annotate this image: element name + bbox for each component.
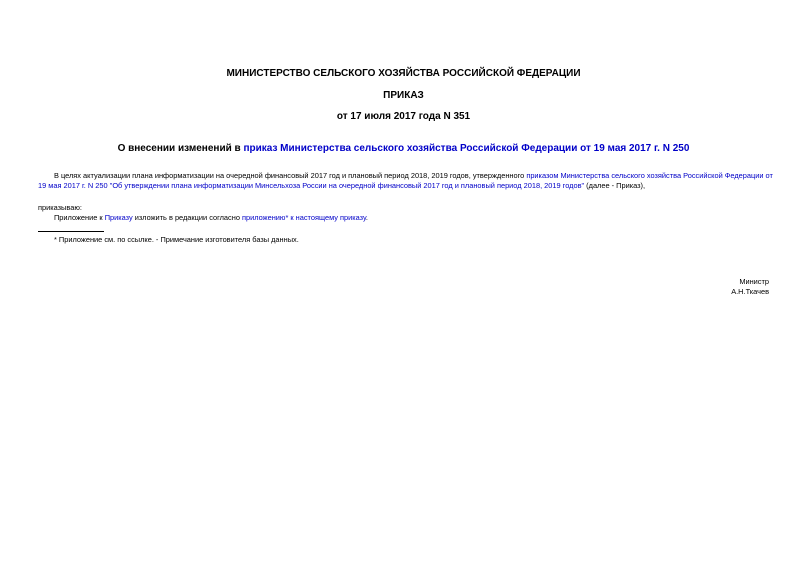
order-verb: приказываю: (38, 203, 82, 212)
clause-text-1: Приложение к (54, 213, 105, 222)
subject-prefix: О внесении изменений в (117, 143, 244, 154)
clause-text-3: . (365, 213, 368, 222)
order-date: от 17 июля 2017 года N 351 (336, 111, 471, 122)
preamble-text-start: В целях актуализации плана информатизации на очередной финансовый 2017 год и плановый период 2018, 2019 годов, утвержденного (54, 171, 527, 180)
clause-text-2: изложить в редакции согласно (132, 213, 242, 222)
order-heading: ПРИКАЗ (383, 90, 424, 101)
preamble-paragraph (38, 171, 773, 191)
preamble-text-end: (далее - Приказ), (584, 181, 646, 190)
subject-order-link[interactable]: приказ Министерства сельского хозяйства Российской Федерации от 19 мая 2017 г. N 250 (243, 143, 690, 154)
preamble-order-link[interactable]: приказом Министерства сельского хозяйства Российской Федерации от 19 мая 2017 г. N 250 "Об утверждении плана информатизации Минсельхоза России на очередной финансовый 2017 год и плановый период 2018, 2019 годов" (38, 171, 773, 190)
signatory-position: Министр (739, 277, 769, 286)
clause-appendix-link[interactable]: приложению* к настоящему приказу (241, 213, 366, 222)
footnote-divider (38, 231, 104, 232)
order-subject (0, 143, 807, 155)
footnote: * Приложение см. по ссылке. - Примечание изготовителя базы данных. (54, 235, 299, 244)
signatory-name: А.Н.Ткачев (731, 287, 769, 296)
ministry-heading: МИНИСТЕРСТВО СЕЛЬСКОГО ХОЗЯЙСТВА РОССИЙСКОЙ ФЕДЕРАЦИИ (226, 68, 581, 79)
clause-order-link[interactable]: Приказу (104, 213, 133, 222)
order-clause (54, 213, 789, 223)
